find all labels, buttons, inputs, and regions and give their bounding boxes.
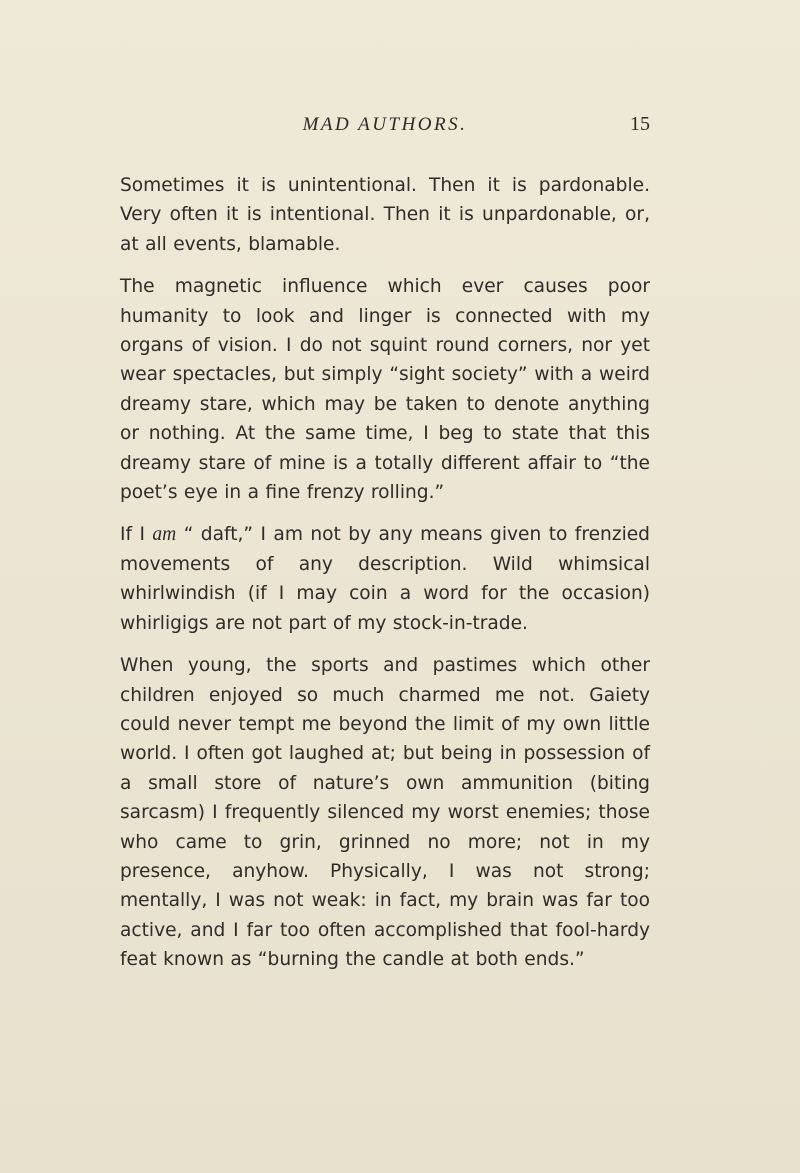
paragraph-text: When young, the sports and pastimes which other children enjoyed so much charmed me not. Gaiety could never tempt me beyond the limit of my own little world. I often got laughed at; but being in possession of a small store of nature’s own ammunition (biting sarcasm) I frequently silenced my worst enemies; those who came to grin, grinned no more; not in my presence, anyhow. Physically, I was not strong; mentally, I was not weak: in fact, my brain was far too active, and I far too often accomplished that fool-hardy feat known as “burning the candle at both ends.” <box>120 655 650 971</box>
emphasis-am: am <box>152 524 177 546</box>
paragraph-text: The magnetic influence which ever causes poor humanity to look and linger is connected with my organs of vision. I do not squint round corners, nor yet wear spectacles, but simply “sight society” with a weird dreamy stare, which may be taken to denote anything or nothing. At the same time, I beg to state that this dreamy stare of mine is a totally different affair to “the poet’s eye in a fine frenzy rolling.” <box>120 276 650 504</box>
body-text <box>120 171 650 975</box>
paragraph-1 <box>120 171 650 259</box>
running-title: MAD AUTHORS. <box>302 114 468 135</box>
paragraph-text: Sometimes it is unintentional. Then it is pardonable. Very often it is intentional. Then it is unpardonable, or, at all events, blamable. <box>120 175 650 255</box>
paragraph-text: “ daft,” I am not by any means given to frenzied movements of any description. Wild whimsical whirlwindish (if I may coin a word for the occasion) whirligigs are not part of my stock-in-trade. <box>120 524 650 634</box>
paragraph-4 <box>120 651 650 974</box>
paragraph-3 <box>120 520 650 638</box>
paragraph-text: If I <box>120 524 153 546</box>
running-head <box>120 114 650 144</box>
paragraph-2 <box>120 272 650 507</box>
page-number: 15 <box>630 113 650 135</box>
